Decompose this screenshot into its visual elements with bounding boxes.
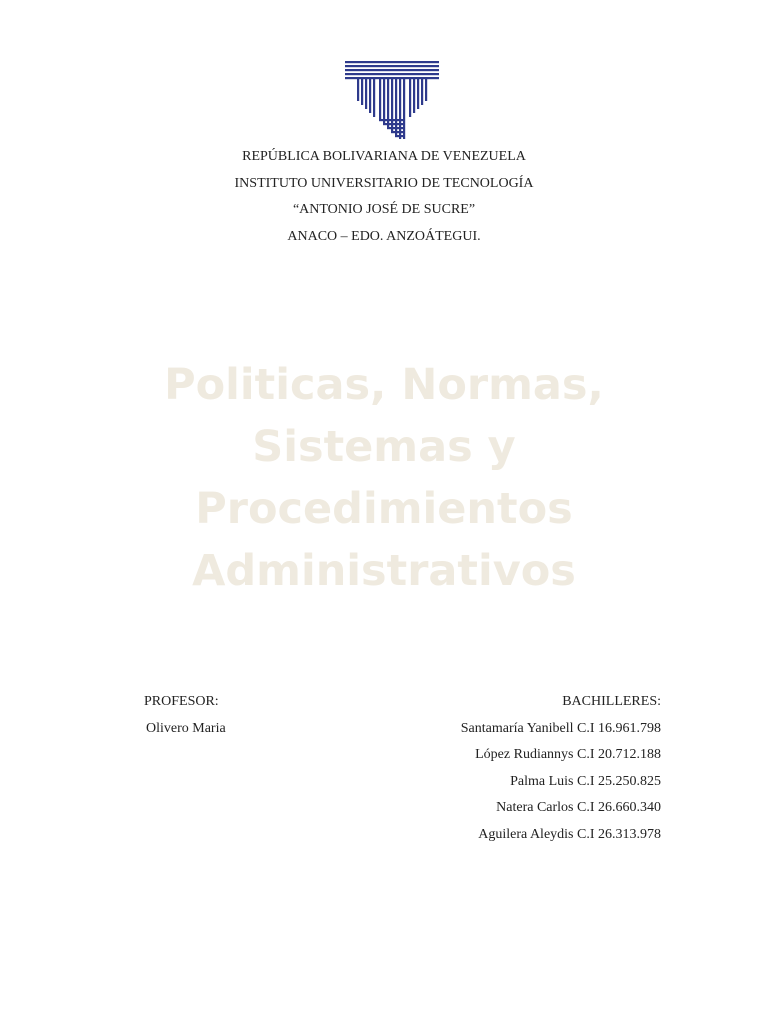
header-line-name: “ANTONIO JOSÉ DE SUCRE”: [292, 202, 476, 217]
header-line-institute: INSTITUTO UNIVERSITARIO DE TECNOLOGÍA: [234, 175, 534, 191]
student-entry: López Rudiannys C.I 20.712.188: [475, 747, 661, 762]
title-line: Administrativos: [192, 546, 576, 596]
student-entry: Aguilera Aleydis C.I 26.313.978: [478, 826, 661, 842]
professor-name: Olivero Maria: [146, 720, 226, 736]
professor-block: [144, 689, 226, 742]
students-block: [461, 689, 661, 848]
header-line-location: ANACO – EDO. ANZOÁTEGUI.: [287, 228, 481, 244]
document-title: [84, 354, 684, 602]
title-line: Sistemas y: [252, 422, 516, 472]
title-line: Procedimientos: [195, 484, 573, 534]
student-entry: Santamaría Yanibell C.I 16.961.798: [460, 720, 661, 736]
institution-logo: [343, 60, 441, 140]
students-label: BACHILLERES:: [562, 694, 661, 709]
student-entry: Natera Carlos C.I 26.660.340: [496, 800, 661, 815]
title-line: Politicas, Normas,: [164, 360, 604, 410]
student-entry: Palma Luis C.I 25.250.825: [510, 773, 661, 789]
iut-logo-icon: [343, 60, 441, 140]
professor-label: PROFESOR:: [144, 694, 219, 709]
institution-header: [0, 144, 768, 250]
header-line-republic: REPÚBLICA BOLIVARIANA DE VENEZUELA: [242, 149, 526, 164]
